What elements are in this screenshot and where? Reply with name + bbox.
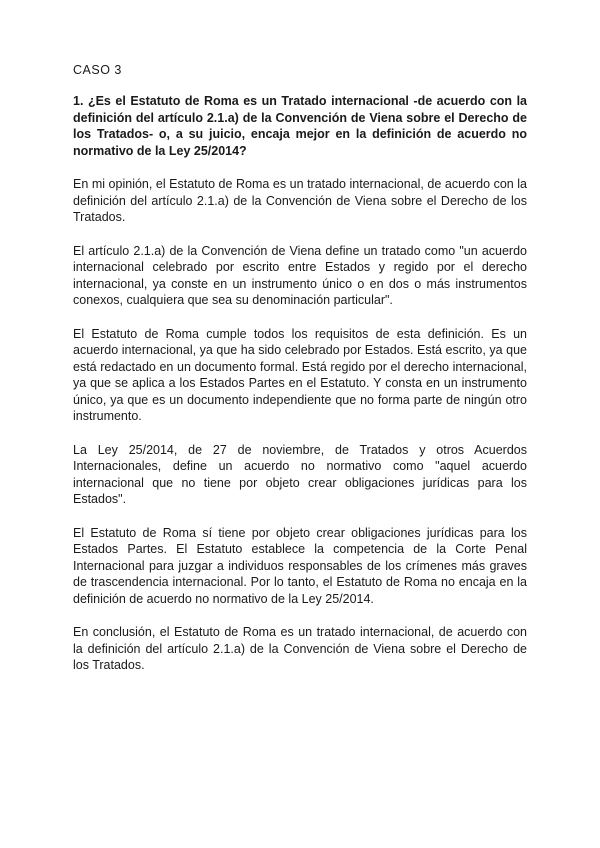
paragraph-opinion: En mi opinión, el Estatuto de Roma es un tratado internacional, de acuerdo con la definición del artículo 2.1.a) de la Convención de Viena sobre el Derecho de los Tratados. — [73, 177, 527, 224]
document-page — [73, 62, 527, 691]
case-title: CASO 3 — [73, 63, 122, 77]
paragraph-conclusion: En conclusión, el Estatuto de Roma es un tratado internacional, de acuerdo con la definición del artículo 2.1.a) de la Convención de Viena sobre el Derecho de los Tratados. — [73, 625, 527, 672]
paragraph-obligations: El Estatuto de Roma sí tiene por objeto crear obligaciones jurídicas para los Estados Partes. El Estatuto establece la competencia de la Corte Penal Internacional para juzgar a individuos responsables de los crímenes más graves de trascendencia internacional. Por lo tanto, el Estatuto de Roma no encaja en la definición de acuerdo no normativo de la Ley 25/2014. — [73, 525, 527, 606]
question-heading: 1. ¿Es el Estatuto de Roma es un Tratado internacional -de acuerdo con la definición del artículo 2.1.a) de la Convención de Viena sobre el Derecho de los Tratados- o, a su juicio, encaja mejor en la definición de acuerdo no normativo de la Ley 25/2014? — [73, 94, 527, 158]
paragraph-requirements: El Estatuto de Roma cumple todos los requisitos de esta definición. Es un acuerdo internacional, ya que ha sido celebrado por Estados. Está escrito, ya que está redactado en un documento formal. Está regido por el derecho internacional, ya que se aplica a los Estados Partes en el Estatuto. Y consta en un instrumento único, ya que es un documento independiente que no forma parte de ningún otro instrumento. — [73, 326, 527, 423]
paragraph-treaty-definition: El artículo 2.1.a) de la Convención de Viena define un tratado como "un acuerdo internacional celebrado por escrito entre Estados y regido por el derecho internacional, ya conste en un instrumento único o en dos o más instrumentos conexos, cualquiera que sea su denominación particular". — [73, 243, 527, 307]
paragraph-ley-25-2014: La Ley 25/2014, de 27 de noviembre, de Tratados y otros Acuerdos Internacionales, define un acuerdo no normativo como "aquel acuerdo internacional que no tiene por objeto crear obligaciones jurídicas para los Estados". — [73, 442, 527, 506]
